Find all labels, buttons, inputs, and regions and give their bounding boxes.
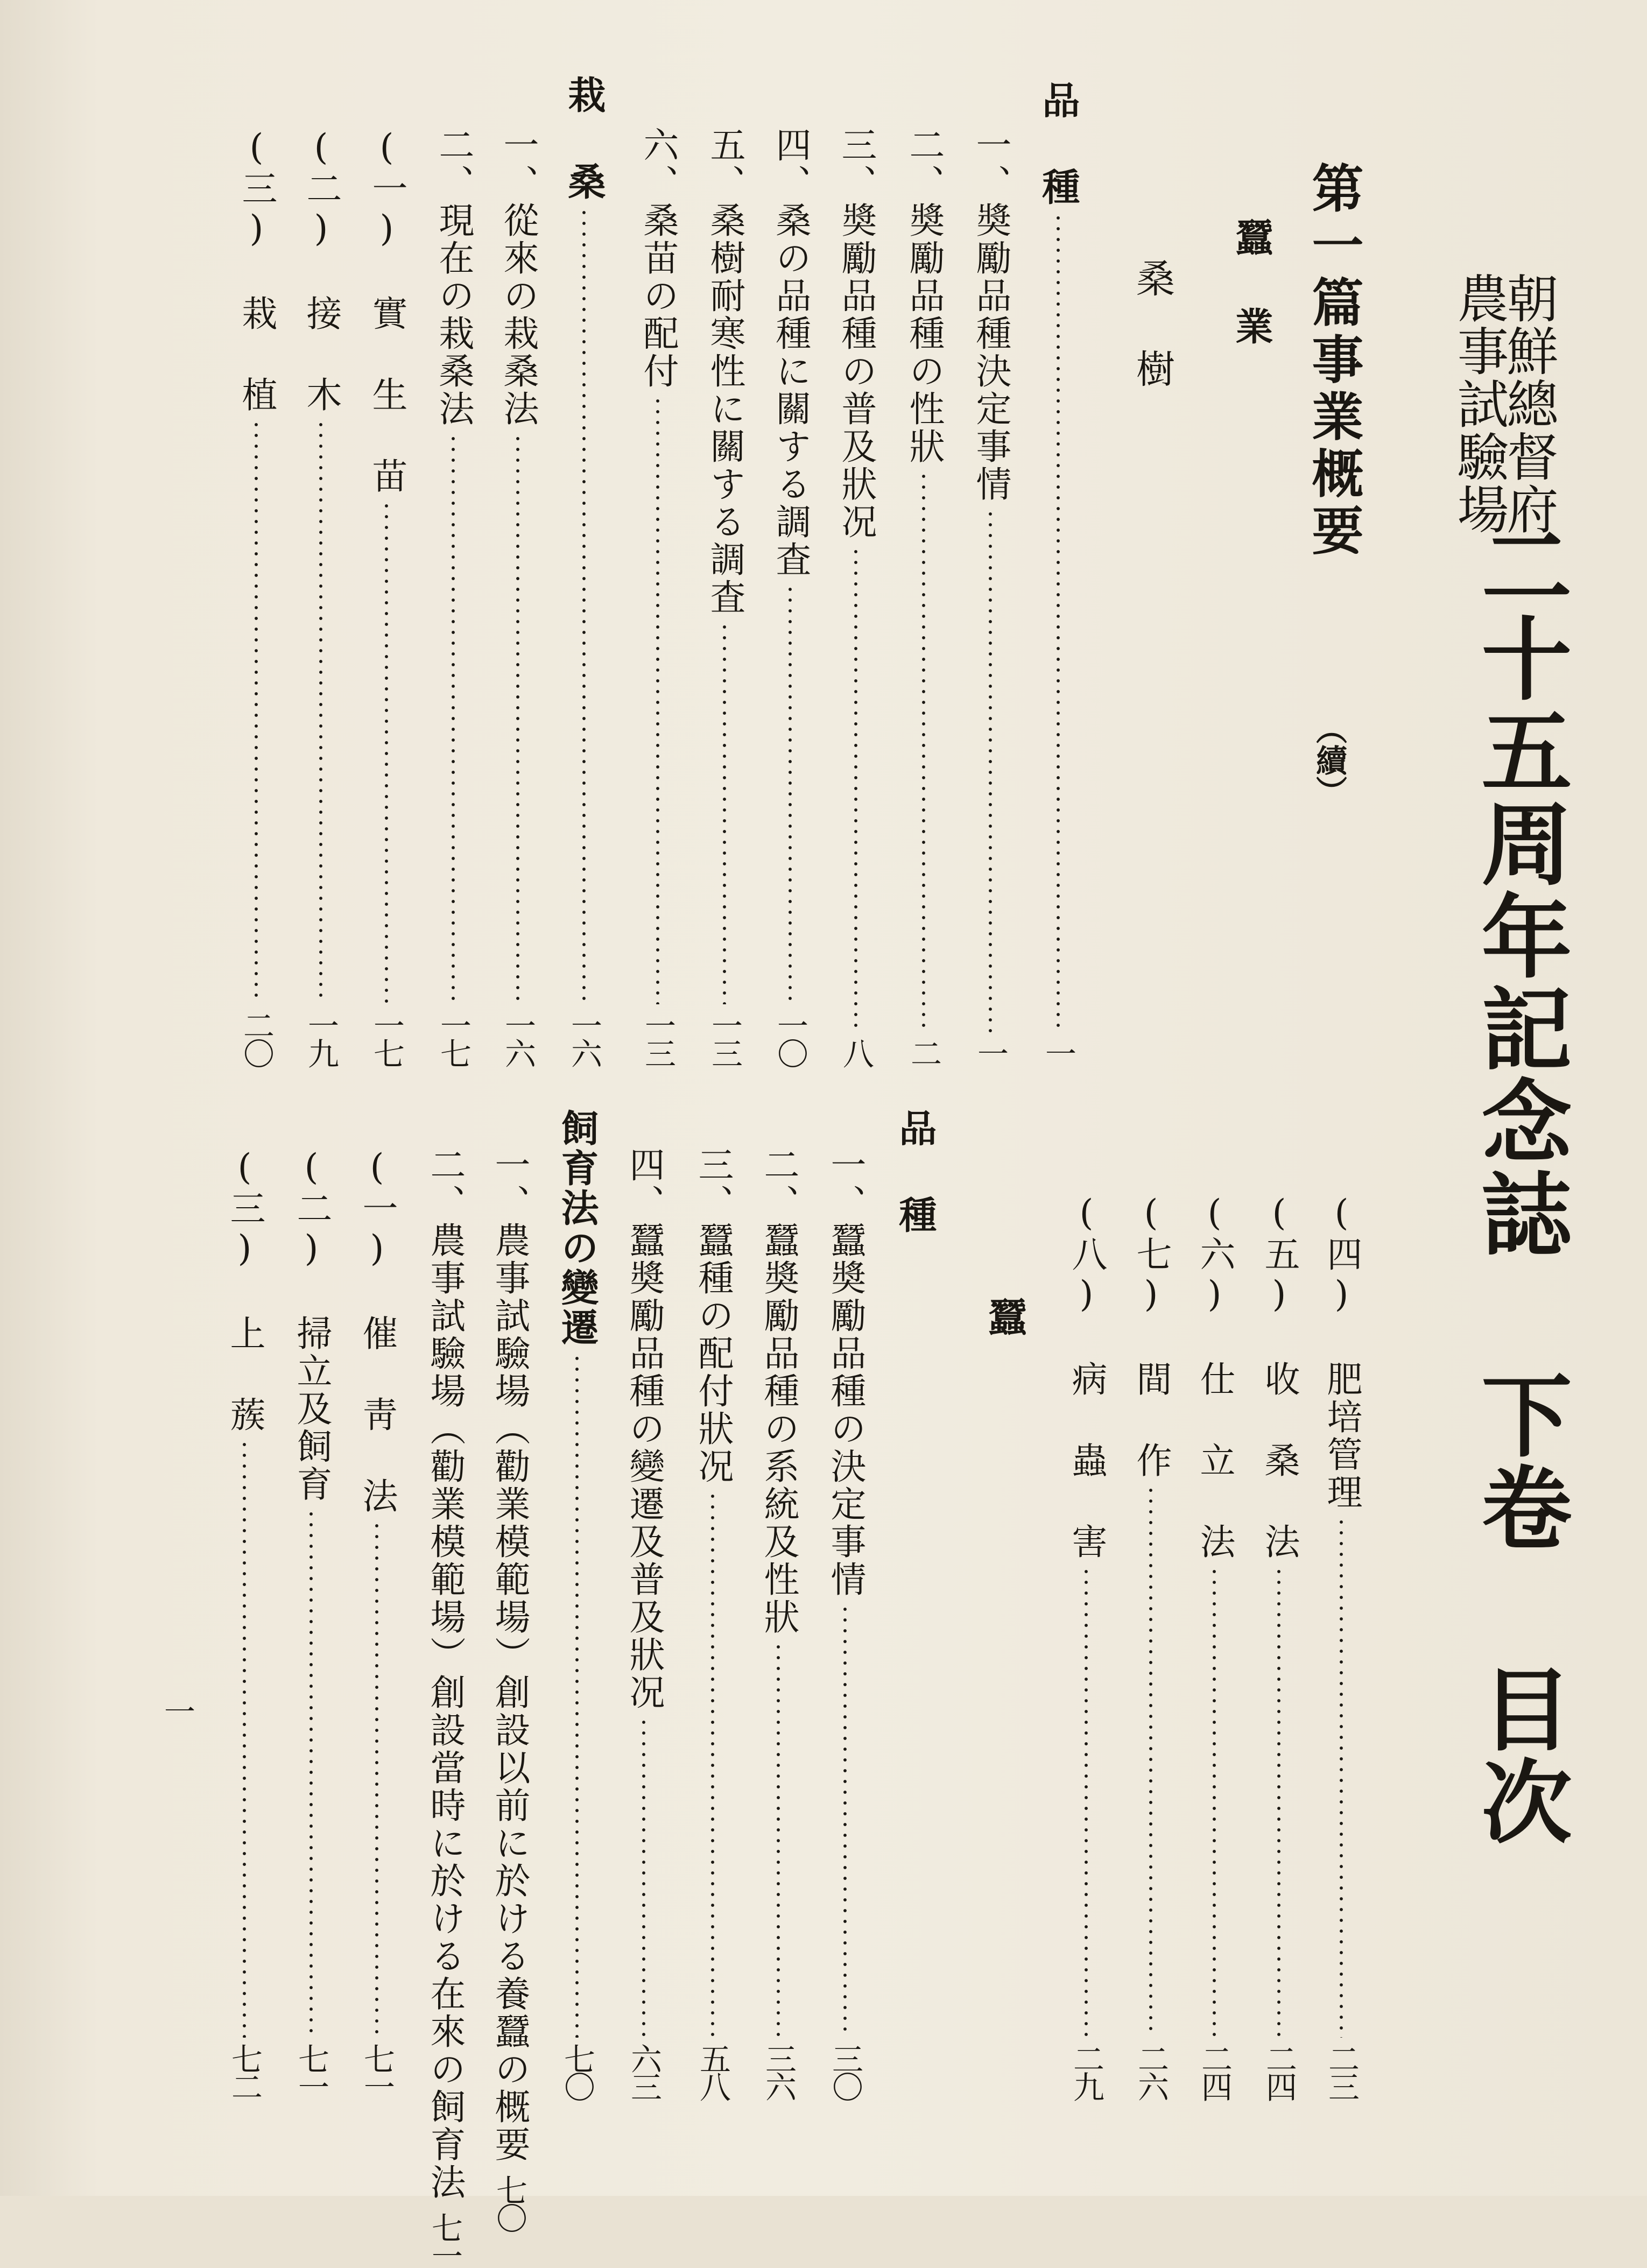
toc-entry-label: 二、農事試驗場（勸業模範場）創設當時に於ける在來の飼育法: [424, 1146, 466, 2201]
toc-entry-label: (二) 掃立及飼育: [291, 1146, 332, 1503]
publisher-line-2: 農事試驗場: [1449, 272, 1509, 536]
dot-leader: [656, 396, 660, 1004]
toc-entry-label: 五、桑樹耐寒性に關する調査: [704, 126, 745, 616]
dot-leader: [1277, 1566, 1281, 2038]
toc-entry-label: 一、蠶奬勵品種の決定事情: [825, 1146, 866, 1598]
toc-entry-page-number: 一六: [499, 1010, 536, 1066]
toc-entry-label: 三、奬勵品種の普及狀况: [835, 126, 877, 541]
dot-leader: [913, 1241, 917, 2094]
toc-entry: [769, 126, 812, 1066]
toc-entry-page-number: 一: [1040, 1038, 1076, 1066]
toc-entry-label: (六) 仕 立 法: [1194, 1192, 1235, 1561]
toc-entry-page-number: 一九: [302, 1010, 339, 1066]
part-continued: （續）: [1311, 713, 1347, 807]
dot-leader: [1056, 213, 1060, 1032]
toc-entry-label: 二、現在の栽桑法: [433, 126, 474, 428]
dot-leader: [1149, 1485, 1153, 2038]
toc-entry-page-number: 七一: [426, 2212, 463, 2268]
dot-leader: [854, 546, 858, 1032]
toc-entry-page-number: 一六: [566, 1010, 602, 1066]
toc-entry: [757, 1146, 800, 2099]
toc-entry: [969, 126, 1012, 1066]
toc-entry-page-number: 一七: [368, 1010, 405, 1066]
dot-leader: [516, 433, 520, 1004]
toc-entry-page-number: 七一: [293, 2043, 329, 2099]
toc-entry: [365, 126, 408, 1066]
toc-entry-page-number: 七一: [358, 2043, 395, 2099]
toc-entry-page-number: 一七: [435, 1010, 471, 1066]
dot-leader: [254, 419, 258, 1004]
toc-entry: [691, 1146, 734, 2099]
toc-entry-label: 三、蠶種の配付狀况: [692, 1146, 734, 1485]
toc-entry-page-number: 七〇: [491, 2174, 527, 2230]
toc-entry-page-number: 二三: [1323, 2043, 1360, 2099]
toc-entry-label: (五) 收 桑 法: [1258, 1192, 1300, 1561]
toc-entry: [703, 126, 746, 1066]
toc-entry-label: 飼育法の變遷: [555, 1109, 600, 1348]
dot-leader: [776, 1642, 780, 2038]
toc-entry-page-number: 二九: [1068, 2043, 1104, 2099]
toc-entry: [1129, 1192, 1172, 2099]
toc-entry-page-number: 一三: [639, 1010, 676, 1066]
dot-leader: [722, 622, 727, 1004]
toc-entry: [902, 126, 945, 1066]
heading-mulberry: 桑 樹: [1130, 258, 1175, 391]
toc-entry-page-number: 一〇: [772, 1010, 808, 1066]
toc-entry: [1320, 1192, 1363, 2099]
dot-leader: [451, 433, 455, 1004]
dot-leader: [582, 207, 586, 1004]
dot-leader: [843, 1604, 847, 2038]
toc-entry: [496, 126, 539, 1066]
toc-entry-page-number: 一三: [706, 1010, 743, 1066]
heading-silkworm: 蠶: [982, 1297, 1027, 1339]
toc-entry-label: 六、桑苗の配付: [637, 126, 679, 390]
dot-leader: [642, 1717, 646, 2038]
toc-entry-page-number: 一: [972, 1038, 1009, 1066]
toc-entry: [562, 75, 606, 1066]
toc-entry: [223, 1146, 266, 2099]
toc-entry-page-number: 三〇: [827, 2043, 863, 2099]
toc-entry-page-number: 六三: [625, 2043, 662, 2099]
dot-leader: [710, 1491, 715, 2038]
toc-entry-label: 栽 桑: [562, 75, 607, 202]
toc-entry-page-number: 二四: [1196, 2043, 1233, 2099]
toc-entry-label: 二、蠶奬勵品種の系統及性狀: [758, 1146, 799, 1636]
toc-entry-label: 品 種: [1036, 81, 1081, 207]
toc-entry: [290, 1146, 333, 2099]
toc-entry: [432, 126, 475, 1066]
toc-entry: [1065, 1192, 1108, 2099]
toc-entry-label: 四、桑の品種に關する調査: [770, 126, 811, 579]
toc-entry: [299, 126, 342, 1066]
toc-entry-label: 四、蠶奬勵品種の變遷及普及狀况: [623, 1146, 665, 1711]
dot-leader: [988, 509, 993, 1032]
toc-entry-label: (八) 病 蟲 害: [1066, 1192, 1107, 1561]
dot-leader: [1339, 1517, 1343, 2038]
toc-entry-page-number: 二四: [1261, 2043, 1297, 2099]
toc-entry: [1037, 81, 1080, 1066]
toc-entry-page-number: 七〇: [559, 2043, 595, 2099]
dot-leader: [384, 501, 389, 1004]
toc-entry-label: 品 種: [893, 1109, 938, 1235]
publisher-line-1: 朝鮮總督府: [1498, 272, 1559, 536]
toc-entry-page-number: 七二: [226, 2043, 263, 2099]
dot-leader: [375, 1520, 379, 2038]
heading-sericulture: 蠶 業: [1229, 218, 1274, 348]
toc-entry-page-number: 二〇: [238, 1010, 274, 1066]
toc-entry: [1193, 1192, 1236, 2099]
toc-entry-page-number: 五八: [694, 2043, 731, 2099]
toc-entry-page-number: 二: [905, 1038, 942, 1066]
toc-entry: [555, 1109, 599, 2099]
dot-leader: [1084, 1566, 1088, 2038]
toc-entry-label: 一、農事試驗場（勸業模範場）創設以前に於ける養蠶の概要: [489, 1146, 530, 2164]
toc-entry-label: (七) 間 作: [1130, 1192, 1172, 1480]
dot-leader: [788, 584, 792, 1004]
page-folio: 一: [159, 1695, 195, 1727]
toc-entry-label: (一) 實 生 苗: [366, 126, 407, 495]
toc-entry: [893, 1109, 937, 2099]
toc-entry: [235, 126, 278, 1066]
toc-entry: [834, 126, 877, 1066]
toc-entry-label: 二、奬勵品種の性狀: [903, 126, 945, 466]
document-title: 二十五周年記念誌 下卷 目次: [1467, 519, 1573, 1848]
dot-leader: [575, 1353, 579, 2038]
toc-entry-label: (三) 上 蔟: [224, 1146, 265, 1434]
toc-entry-page-number: 二六: [1132, 2043, 1169, 2099]
toc-entry-label: (三) 栽 植: [236, 126, 277, 414]
dot-leader: [309, 1509, 313, 2038]
toc-entry-page-number: 三六: [760, 2043, 797, 2099]
toc-entry-label: 一、奬勵品種決定事情: [970, 126, 1011, 503]
toc-entry: [824, 1146, 867, 2099]
part-title: 第一篇事業概要: [1304, 161, 1364, 561]
toc-entry: [423, 1146, 466, 2268]
toc-entry: [1257, 1192, 1300, 2099]
dot-leader: [1212, 1566, 1216, 2038]
toc-entry-page-number: 八: [837, 1038, 874, 1066]
toc-entry: [636, 126, 679, 1066]
toc-entry-label: (二) 接 木: [300, 126, 342, 414]
toc-entry: [622, 1146, 665, 2099]
toc-entry-label: (一) 催 靑 法: [356, 1146, 398, 1515]
dot-leader: [319, 419, 323, 1004]
toc-entry-label: (四) 肥培管理: [1321, 1192, 1362, 1511]
toc-entry: [488, 1146, 531, 2230]
toc-entry-label: 一、從來の栽桑法: [497, 126, 539, 428]
dot-leader: [242, 1439, 247, 2038]
dot-leader: [921, 471, 926, 1032]
toc-entry: [355, 1146, 398, 2099]
